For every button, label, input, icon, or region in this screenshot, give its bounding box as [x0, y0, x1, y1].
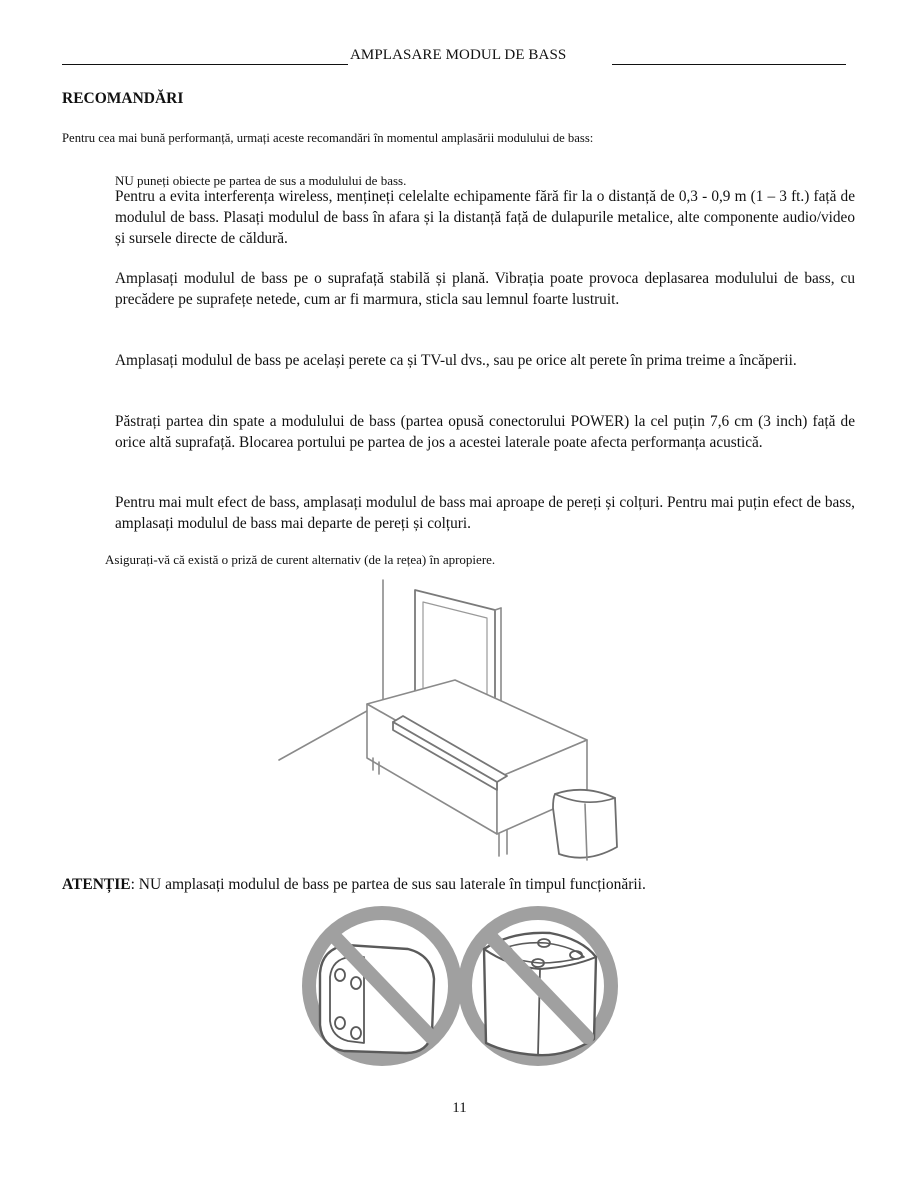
warning-text [62, 876, 646, 894]
prohibited-top-placement [465, 913, 611, 1059]
header-rule-right [612, 64, 846, 65]
recommendation-item: Pentru a evita interferența wireless, mențineți celelalte echipamente fără fir la o distanță de 0,3 - 0,9 m (1 – 3 ft.) față de modulul de bass. Plasați modulul de bass în afara și la distanță față de dulapurile metalice, alte componente audio/video și sursele directe de căldură. [115, 188, 855, 247]
page-header [62, 47, 846, 67]
recommendation-item: Păstrați partea din spate a modulului de bass (partea opusă conectorului POWER) la cel puțin 7,6 cm (3 inch) față de orice altă suprafață. Blocarea portului pe partea de jos a acestei laterale poate afecta performanța acustică. [115, 413, 855, 451]
recommendation-item: Amplasați modulul de bass pe același perete ca și TV-ul dvs., sau pe orice alt perete în prima treime a încăperii. [115, 352, 797, 369]
recommendation-item: NU puneți obiecte pe partea de sus a modulului de bass. [115, 173, 407, 188]
warning-label: ATENȚIE [62, 876, 131, 893]
intro-text: Pentru cea mai bună performanță, urmați aceste recomandări în momentul amplasării modulului de bass: [62, 131, 594, 145]
prohibited-side-placement [309, 913, 455, 1059]
tv-placement-illustration [275, 572, 640, 867]
page-number: 11 [452, 1100, 467, 1116]
incorrect-placement-illustration [300, 905, 620, 1067]
header-rule-left [62, 64, 348, 65]
outlet-note: Asigurați-vă că există o priză de curent alternativ (de la rețea) în apropiere. [105, 552, 496, 567]
section-title: RECOMANDĂRI [62, 90, 184, 107]
recommendation-item: Pentru mai mult efect de bass, amplasați modulul de bass mai aproape de pereți și colțuri. Pentru mai puțin efect de bass, amplasați modulul de bass mai departe de pereți și colțuri. [115, 494, 855, 532]
bass-module-icon [553, 790, 617, 860]
recommendation-item: Amplasați modulul de bass pe o suprafață stabilă și plană. Vibrația poate provoca deplasarea modulului de bass, cu precădere pe suprafețe netede, cum ar fi marmura, sticla sau lemnul foarte lustruit. [115, 270, 855, 308]
header-title: AMPLASARE MODUL DE BASS [350, 47, 567, 63]
warning-body: : NU amplasați modulul de bass pe partea de sus sau laterale în timpul funcționării. [130, 876, 646, 893]
